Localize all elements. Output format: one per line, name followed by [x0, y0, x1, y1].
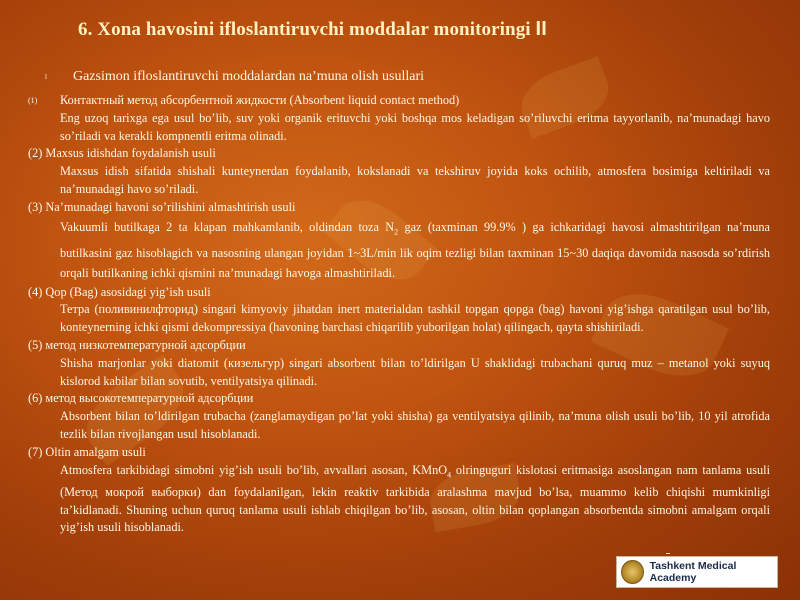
- bullet-icon: [28, 301, 60, 337]
- paragraph-text: Absorbent bilan to’ldirilgan trubacha (zanglamaydigan po’lat yoki shisha) ga ventilyatsiya qilinib, na’muna olish usuli bo’lib, 10 yil atrofida tezlik bilan rivojlangan usul hisoblanadi.: [60, 409, 770, 441]
- subtitle-text: Gazsimon ifloslantiruvchi moddalardan na’muna olish usullari: [72, 69, 425, 84]
- paragraph-text: [60, 217, 770, 284]
- decorative-dash: [666, 553, 670, 554]
- heading-marker: (1): [28, 96, 38, 105]
- academy-logo: [616, 556, 778, 588]
- paragraph-text: Shisha marjonlar yoki diatomit (кизельгур) singari absorbent bilan to’ldirilgan U shaklidagi trubachani quruq muz – metanol yoki suyuq kislorod kabilar bilan sovutib, ventilyatsiya qilinadi.: [60, 355, 770, 388]
- section-paragraph: [28, 301, 770, 337]
- academy-emblem-icon: [621, 560, 644, 584]
- subscript: 2: [394, 227, 399, 237]
- paragraph-part: gaz (taxminan 99.9% ) ga ichkaridagi havosi almashtirilgan na’muna butilkasini gaz hisoblagich va nasosning ulangan joyidan 1~3L/min lik oqim tezligi bilan taxminan 15~30 daqiqa davomida nasosda so’rdirish orqali butilkaning ichki qismini na’munadagi havoga almashtiriladi.: [60, 219, 770, 281]
- section-heading: (3) Na’munadagi havoni so’rilishini almashtirish usuli: [28, 199, 296, 214]
- title-number: II: [535, 18, 547, 40]
- section-paragraph: [28, 408, 770, 444]
- bullet-icon: [28, 408, 60, 444]
- bullet-icon: [28, 110, 60, 146]
- bullet-icon: [28, 163, 60, 199]
- paragraph-text: [60, 462, 770, 538]
- section-heading: (2) Maxsus idishdan foydalanish usuli: [28, 146, 216, 161]
- section-paragraph: [28, 355, 770, 391]
- bullet-icon: [28, 217, 60, 284]
- logo-text: Tashkent Medical Academy: [649, 560, 737, 584]
- section-paragraph: [28, 110, 770, 146]
- section-paragraph: [28, 217, 770, 284]
- subscript: 4: [447, 469, 452, 479]
- paragraph-text: Тетра (поливинилфторид) singari kimyoviy jihatdan inert materialdan tashkil topgan qopga (bag) havoni yig’ishga qaratilgan usul bo’lib, konteynerning ichki qismi dekompressiya (havoning barchasi chiqarilib yuborilgan holat) qilingach, qayta shishiriladi.: [60, 302, 770, 335]
- paragraph-text: Maxsus idish sifatida shishali kunteynerdan foydalanib, kokslanadi va tekshiruv joyida koks ochilib, atmosfera bosimiga keltiriladi va na’munadagi havo so’riladi.: [60, 164, 770, 196]
- section-paragraph: [28, 462, 770, 538]
- section-heading: (6) метод высокотемпературной адсорбции: [28, 391, 254, 406]
- bullet-icon: [28, 462, 60, 538]
- paragraph-text: Eng uzoq tarixga ega usul bo’lib, suv yoki organik erituvchi yoki boshqa mos keladigan so’riluvchi eritma tayyorlanib, na’munadagi havo so’riladi va kerakli kompnentli eritma olinadi.: [60, 110, 770, 143]
- section-heading: (5) метод низкотемпературной адсорбции: [28, 337, 246, 352]
- section-paragraph: [28, 163, 770, 199]
- bullet-icon: [28, 355, 60, 391]
- slide-title: 6. Xona havosini ifloslantiruvchi moddalar monitoringi II: [78, 18, 547, 40]
- section-heading: (4) Qop (Bag) asosidagi yig’ish usuli: [28, 284, 211, 299]
- paragraph-part: olringuguri kislotasi eritmasiga asoslangan nam tanlama usuli (Метод мокрой выборки) dan foydalanilgan, lekin reaktiv tarkibida aralashma mavjud bo’lsa, muammo kelib chiqishi mumkinligi ta’kidlanadi. Shuning uchun quruq tanlama usuli ishlab chiqilgan bo’lib, asosan, oltin bilan qoplangan absorbentda simobni amalgam orqali yig’ish usuli hisoblanadi.: [60, 462, 770, 535]
- section-heading: [28, 92, 770, 110]
- slide-subtitle: [45, 69, 424, 85]
- section-heading: (7) Oltin amalgam usuli: [28, 444, 146, 459]
- paragraph-part: Atmosfera tarkibidagi simobni yig’ish usuli bo’lib, avvallari asosan, KMnO: [60, 462, 448, 477]
- heading-text: Контактный метод абсорбентной жидкости (Absorbent liquid contact method): [60, 93, 460, 107]
- slide-body: [28, 92, 770, 537]
- subtitle-bullet: l: [45, 72, 47, 81]
- paragraph-part: Vakuumli butilkaga 2 ta klapan mahkamlanib, oldindan toza N: [60, 219, 395, 234]
